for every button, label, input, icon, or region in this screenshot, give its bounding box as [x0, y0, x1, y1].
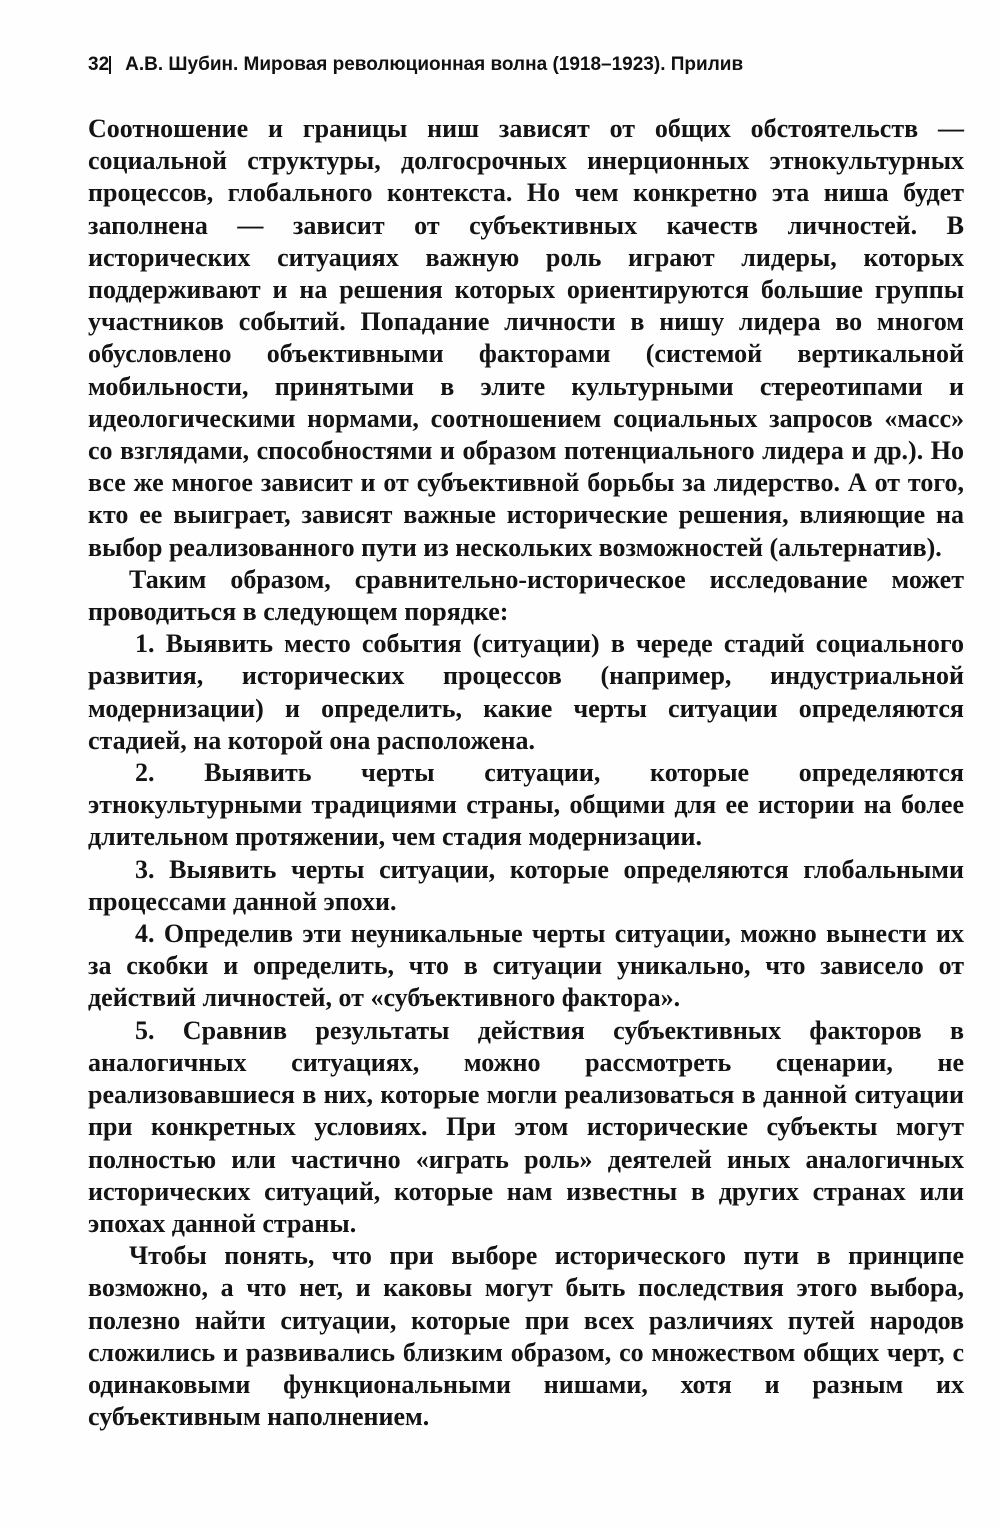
running-title: А.В. Шубин. Мировая революционная волна (1918–1923). Прилив: [125, 54, 744, 75]
page-number: 32: [88, 54, 110, 75]
list-item-1: 1. Выявить место события (ситуации) в череде стадий социального развития, исторических процессов (например, индустриальной модернизации) и определить, какие черты ситуации определяются стадией, на которой она расположена.: [88, 629, 964, 755]
paragraph-method: Таким образом, сравнительно-историческое исследование может проводиться в следующем порядке:: [88, 564, 964, 627]
header-separator: [109, 56, 111, 74]
list-item-3: 3. Выявить черты ситуации, которые определяются глобальными процессами данной эпохи.: [88, 854, 964, 916]
running-head: [88, 50, 938, 80]
paragraph-conclusion: Чтобы понять, что при выборе исторического пути в принципе возможно, а что нет, и каковы могут быть последствия этого выбора, полезно найти ситуации, которые при всех различиях путей народов сложились и развивались близким образом, со множеством общих черт, с одинаковыми функциональными нишами, хотя и разным их субъективным наполнением.: [88, 1241, 964, 1432]
paragraph-intro: Соотношение и границы ниш зависят от общих обстоятельств — социальной структуры, долгосрочных инерционных этнокультурных процессов, глобального контекста. Но чем конкретно эта ниша будет заполнена — зависит от субъективных качеств личностей. В исторических ситуациях важную роль играют лидеры, которых поддерживают и на решения которых ориентируются большие группы участников событий. Попадание личности в нишу лидера во многом обусловлено объективными факторами (системой вертикальной мобильности, принятыми в элите культурными стереотипами и идеологическими нормами, соотношением социальных запросов «масс» со взглядами, способностями и образом потенциального лидера и др.). Но все же многое зависит и от субъективной борьбы за лидерство. А от того, кто ее выиграет, зависят важные исторические решения, влияющие на выбор реализованного пути из нескольких возможностей (альтернатив).: [88, 114, 964, 562]
list-item-5: 5. Сравнив результаты действия субъективных факторов в аналогичных ситуациях, можно рассмотреть сценарии, не реализовавшиеся в них, которые могли реализоваться в данной ситуации при конкретных условиях. При этом исторические субъекты могут полностью или частично «играть роль» деятелей иных аналогичных исторических ситуаций, которые нам известны в других странах или эпохах данной страны.: [88, 1015, 964, 1238]
list-item-2: 2. Выявить черты ситуации, которые определяются этнокультурными традициями страны, общими для ее истории на более длительном протяжении, чем стадия модернизации.: [88, 758, 964, 852]
list-item-4: 4. Определив эти неуникальные черты ситуации, можно вынести их за скобки и определить, что в ситуации уникально, что зависело от действий личностей, от «субъективного фактора».: [88, 919, 964, 1013]
body-text: [88, 113, 964, 1433]
